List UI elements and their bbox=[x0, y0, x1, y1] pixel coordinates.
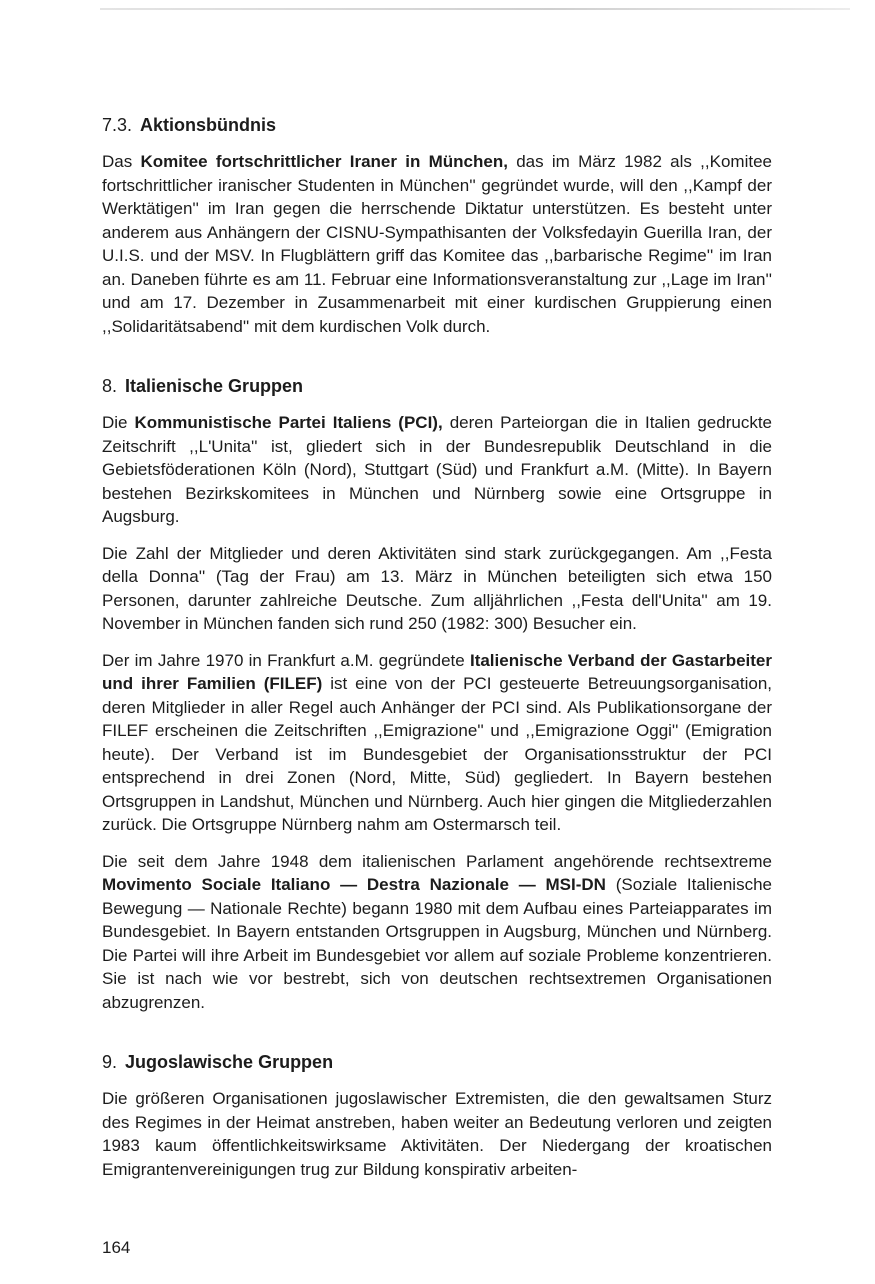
section-title: Italienische Gruppen bbox=[125, 376, 304, 396]
section-title: Jugoslawische Gruppen bbox=[125, 1052, 334, 1072]
paragraph-text: das im März 1982 als ,,Komitee fortschrittlicher iranischer Studenten in München'' gegründet wurde, will den ,,Kampf der Werktätigen'' im Iran gegen die herrschende Diktatur unterstützen. Es besteht unter anderem aus Anhängern der CISNU-Sympathisanten der Volksfedayin Guerilla Iran, der U.I.S. und der MSV. In Flugblättern griff das Komitee das ,,barbarische Regime'' im Iran an. Daneben führte es am 11. Februar eine Informationsveranstaltung zur ,,Lage im Iran'' und am 17. Dezember in Zusammenarbeit mit einer kurdischen Gruppierung einen ,,Solidaritätsabend'' mit dem kurdischen Volk durch. bbox=[102, 152, 772, 336]
paragraph-emphasis: Komitee fortschrittlicher Iraner in München, bbox=[140, 152, 508, 171]
page-number: 164 bbox=[102, 1238, 131, 1257]
paragraph-emphasis: Kommunistische Partei Italiens (PCI), bbox=[134, 413, 443, 432]
scan-edge-line bbox=[100, 8, 850, 10]
paragraph-text: Die bbox=[102, 413, 135, 432]
paragraph-text: (Soziale Italienische Bewegung — Nationale Rechte) begann 1980 mit dem Aufbau eines Parteiapparates im Bundesgebiet. In Bayern entstanden Ortsgruppen in Augsburg, München und Nürnberg. Die Partei will ihre Arbeit im Bundesgebiet vor allem auf soziale Probleme konzentrieren. Sie ist nach wie vor bestrebt, sich von deutschen rechtsextremen Organisationen abzugrenzen. bbox=[102, 875, 772, 1012]
paragraph-text: Die seit dem Jahre 1948 dem italienischen Parlament angehörende rechtsextreme bbox=[102, 851, 772, 871]
paragraph-emphasis: Movimento Sociale Italiano — Destra Nazionale — MSI-DN bbox=[102, 875, 606, 894]
paragraph-text: Das bbox=[102, 152, 141, 171]
section-number: 9. bbox=[102, 1052, 118, 1072]
paragraph-emphasis: Italienische Verband der Gastarbeiter und ihrer Familien (FILEF) bbox=[102, 650, 772, 693]
section-number: 8. bbox=[102, 376, 118, 396]
paragraph bbox=[102, 850, 772, 1015]
paragraph bbox=[102, 150, 772, 338]
section-number: 7.3. bbox=[102, 115, 133, 135]
section-heading-9 bbox=[102, 1049, 772, 1075]
section-heading-7-3 bbox=[102, 112, 772, 138]
paragraph: Die größeren Organisationen jugoslawischer Extremisten, die den gewaltsamen Sturz des Regimes in der Heimat anstreben, haben weiter an Bedeutung verloren und zeigten 1983 kaum öffentlichkeitswirksame Aktivitäten. Der Niedergang der kroatischen Emigrantenvereinigungen trug zur Bildung konspirativ arbeiten- bbox=[102, 1089, 772, 1179]
paragraph bbox=[102, 411, 772, 529]
section-gap bbox=[102, 1027, 772, 1049]
paragraph-text: deren Parteiorgan die in Italien gedruckte Zeitschrift ,,L'Unita'' ist, gliedert sich in der Bundesrepublik Deutschland in die Gebietsföderationen Köln (Nord), Stuttgart (Süd) und Frankfurt a.M. (Mitte). In Bayern bestehen Bezirkskomitees in München und Nürnberg sowie eine Ortsgruppe in Augsburg. bbox=[102, 413, 772, 526]
section-title: Aktionsbündnis bbox=[140, 115, 277, 135]
paragraph bbox=[102, 649, 772, 837]
paragraph-text: Der im Jahre 1970 in Frankfurt a.M. gegründete bbox=[102, 650, 470, 670]
section-heading-8 bbox=[102, 373, 772, 399]
paragraph-text: ist eine von der PCI gesteuerte Betreuungsorganisation, deren Mitglieder in aller Regel auch Anhänger der PCI sind. Als Publikationsorgane der FILEF erscheinen die Zeitschriften ,,Emigrazione'' und ,,Emigrazione Oggi'' (Emigration heute). Der Verband ist im Bundesgebiet der Organisationsstruktur der PCI entsprechend in drei Zonen (Nord, Mitte, Süd) gegliedert. In Bayern bestehen Ortsgruppen in Landshut, München und Nürnberg. Auch hier gingen die Mitgliederzahlen zurück. Die Ortsgruppe Nürnberg nahm am Ostermarsch teil. bbox=[102, 674, 772, 834]
page-content bbox=[102, 112, 772, 1194]
section-gap bbox=[102, 351, 772, 373]
paragraph: Die Zahl der Mitglieder und deren Aktivitäten sind stark zurückgegangen. Am ,,Festa della Donna'' (Tag der Frau) am 13. März in München beteiligten sich etwa 150 Personen, darunter zahlreiche Deutsche. Zum alljährlichen ,,Festa dell'Unita'' am 19. November in München fanden sich rund 250 (1982: 300) Besucher ein. bbox=[102, 543, 772, 633]
